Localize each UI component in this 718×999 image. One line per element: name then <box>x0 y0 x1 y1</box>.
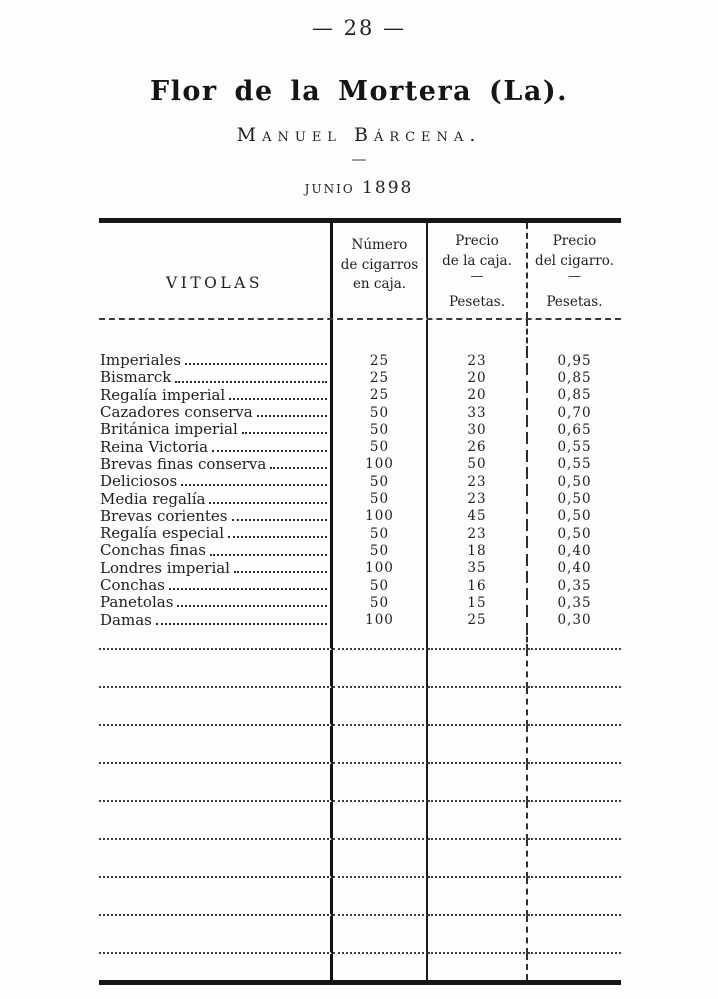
dot-leader <box>175 381 327 383</box>
table-bottom-rule <box>99 980 621 985</box>
box-price-value: 23 <box>428 473 528 490</box>
dot-leader <box>228 536 327 538</box>
header-line: Precio <box>455 233 499 249</box>
dot-leader <box>270 467 327 469</box>
dot-leader <box>156 623 327 625</box>
empty-leader-cell <box>428 726 528 764</box>
dot-leader <box>242 432 327 434</box>
price-table <box>99 218 621 985</box>
empty-leader-cell <box>528 840 621 878</box>
empty-leader-cell <box>428 878 528 916</box>
page-title: Flor de la Mortera (La). <box>150 76 568 107</box>
box-price-value: 35 <box>428 560 528 577</box>
header-cigar-price <box>528 223 621 318</box>
vitola-cell <box>99 352 333 369</box>
empty-leader-cell <box>428 916 528 954</box>
vitola-cell <box>99 473 333 490</box>
header-cigars-per-box <box>333 223 428 318</box>
header-line: de cigarros <box>340 256 419 273</box>
vitola-name: Panetolas <box>100 593 174 612</box>
cigar-price-value: 0,70 <box>557 404 592 421</box>
cigars-per-box-value: 100 <box>333 508 428 525</box>
cigar-price-value: 0,55 <box>557 456 592 473</box>
empty-leader-cell <box>99 802 333 840</box>
table-spacer-row <box>99 320 621 352</box>
table-empty-row <box>99 764 621 802</box>
empty-leader-cell <box>428 629 528 650</box>
dot-leader <box>232 519 328 521</box>
empty-leader-cell <box>99 840 333 878</box>
empty-leader-cell <box>428 840 528 878</box>
table-row <box>99 404 621 421</box>
box-price-value: 18 <box>428 542 528 559</box>
header-unit: Pesetas. <box>546 294 603 311</box>
table-row <box>99 369 621 386</box>
empty-leader-cell <box>528 726 621 764</box>
box-price-value: 20 <box>428 387 528 404</box>
vitola-cell <box>99 404 333 421</box>
table-row <box>99 508 621 525</box>
empty-leader-cell <box>333 878 428 916</box>
cigars-per-box-value: 100 <box>333 560 428 577</box>
cigars-per-box-value: 50 <box>333 438 428 455</box>
header-line-group <box>528 232 621 283</box>
vitola-name: Regalía especial <box>100 524 225 543</box>
box-price-value: 33 <box>428 404 528 421</box>
table-empty-row <box>99 650 621 688</box>
empty-leader-cell <box>333 650 428 688</box>
cigar-price-value: 0,30 <box>557 612 592 629</box>
dot-leader <box>257 415 327 417</box>
dot-leader <box>177 605 327 607</box>
empty-leader-cell <box>528 650 621 688</box>
dot-leader <box>185 363 327 365</box>
empty-leader-cell <box>428 764 528 802</box>
table-row <box>99 490 621 507</box>
table-empty-row <box>99 726 621 764</box>
empty-leader-cell <box>333 840 428 878</box>
empty-leader-cell <box>528 629 621 650</box>
table-header-row <box>99 223 621 318</box>
cigars-per-box-value: 50 <box>333 421 428 438</box>
vitola-cell <box>99 369 333 386</box>
table-row <box>99 387 621 404</box>
cigar-price-value: 0,40 <box>557 560 592 577</box>
table-row <box>99 456 621 473</box>
empty-leader-cell <box>428 688 528 726</box>
box-price-value: 23 <box>428 525 528 542</box>
empty-leader-cell <box>428 650 528 688</box>
vitola-name: Brevas corientes <box>100 506 228 525</box>
cigars-per-box-value: 50 <box>333 473 428 490</box>
vitola-name: Londres imperial <box>100 558 230 577</box>
table-row <box>99 421 621 438</box>
vitola-cell <box>99 594 333 611</box>
empty-leader-cell <box>333 802 428 840</box>
cigar-price-value: 0,55 <box>557 439 592 456</box>
table-empty-row <box>99 802 621 840</box>
vitola-name: Cazadores conserva <box>100 403 253 422</box>
cigars-per-box-value: 25 <box>333 387 428 404</box>
dot-leader <box>169 588 327 590</box>
box-price-value: 23 <box>428 490 528 507</box>
vitola-name: Bismarck <box>100 368 172 387</box>
box-price-value: 25 <box>428 611 528 628</box>
empty-leader-cell <box>99 764 333 802</box>
cigar-price-value: 0,50 <box>557 525 592 542</box>
dot-leader <box>209 502 327 504</box>
divider-dash: — <box>351 150 367 168</box>
header-vitolas: VITOLAS <box>99 223 333 318</box>
dot-leader <box>181 484 327 486</box>
vitola-cell <box>99 456 333 473</box>
cigar-price-value: 0,35 <box>557 594 592 611</box>
vitola-cell <box>99 542 333 559</box>
table-empty-row <box>99 916 621 954</box>
cigars-per-box-value: 100 <box>333 611 428 628</box>
vitola-cell <box>99 508 333 525</box>
author-name: Manuel Bárcena. <box>236 124 482 146</box>
cigar-price-value: 0,85 <box>557 369 592 386</box>
dot-leader <box>210 554 327 556</box>
header-line: del cigarro. <box>535 252 614 269</box>
vitola-name: Regalía imperial <box>100 385 226 404</box>
date-line: junio 1898 <box>304 178 414 198</box>
cigar-price-value: 0,95 <box>557 352 592 369</box>
dot-leader <box>212 450 327 452</box>
empty-leader-cell <box>99 878 333 916</box>
empty-leader-cell <box>99 650 333 688</box>
table-empty-row <box>99 878 621 916</box>
vitola-cell <box>99 438 333 455</box>
empty-leader-cell <box>528 802 621 840</box>
table-empty-row <box>99 688 621 726</box>
page-number: — 28 — <box>311 16 407 40</box>
cigar-price-value: 0,50 <box>557 491 592 508</box>
vitola-name: Damas <box>100 610 152 629</box>
table-row <box>99 525 621 542</box>
vitola-cell <box>99 490 333 507</box>
vitola-name: Imperiales <box>100 351 181 370</box>
table-row <box>99 473 621 490</box>
vitola-name: Británica imperial <box>100 420 238 439</box>
vitola-name: Deliciosos <box>100 472 178 491</box>
table-row <box>99 542 621 559</box>
dot-leader <box>234 571 327 573</box>
header-box-price <box>428 223 528 318</box>
vitola-cell <box>99 387 333 404</box>
empty-leader-cell <box>333 688 428 726</box>
table-body-rows <box>99 352 621 629</box>
empty-leader-cell <box>428 802 528 840</box>
empty-leader-cell <box>99 688 333 726</box>
empty-leader-cell <box>528 688 621 726</box>
box-price-value: 45 <box>428 508 528 525</box>
vitola-name: Brevas finas conserva <box>100 454 267 473</box>
cigars-per-box-value: 100 <box>333 456 428 473</box>
header-line: Número <box>351 237 408 253</box>
cigars-per-box-value: 50 <box>333 577 428 594</box>
empty-leader-cell <box>528 764 621 802</box>
empty-leader-cell <box>333 916 428 954</box>
vitola-name: Conchas finas <box>100 541 206 560</box>
table-empty-row <box>99 840 621 878</box>
header-dash: — <box>568 269 581 285</box>
box-price-value: 30 <box>428 421 528 438</box>
vitola-name: Reina Victoria <box>100 437 209 456</box>
vitola-cell <box>99 560 333 577</box>
cigars-per-box-value: 25 <box>333 352 428 369</box>
table-row <box>99 577 621 594</box>
header-dash: — <box>470 269 484 285</box>
table-footer-spacer <box>99 954 621 980</box>
box-price-value: 50 <box>428 456 528 473</box>
table-row <box>99 594 621 611</box>
empty-leader-cell <box>333 726 428 764</box>
cigar-price-value: 0,50 <box>557 473 592 490</box>
table-row <box>99 352 621 369</box>
table-row <box>99 611 621 628</box>
vitola-name: Conchas <box>100 576 165 594</box>
cigars-per-box-value: 50 <box>333 525 428 542</box>
table-empty-rows <box>99 629 621 954</box>
vitola-name: Media regalía <box>100 489 206 508</box>
box-price-value: 26 <box>428 438 528 455</box>
empty-leader-cell <box>333 629 428 650</box>
vitola-cell <box>99 611 333 628</box>
header-line: en caja. <box>352 276 407 293</box>
empty-leader-cell <box>99 916 333 954</box>
vitola-cell <box>99 577 333 594</box>
empty-leader-cell <box>333 764 428 802</box>
box-price-value: 16 <box>428 577 528 594</box>
vitola-cell <box>99 525 333 542</box>
cigars-per-box-value: 50 <box>333 490 428 507</box>
empty-leader-cell <box>528 916 621 954</box>
empty-leader-cell <box>528 878 621 916</box>
cigar-price-value: 0,65 <box>557 421 592 438</box>
table-row <box>99 560 621 577</box>
header-line-group <box>428 232 526 283</box>
box-price-value: 20 <box>428 369 528 386</box>
cigars-per-box-value: 50 <box>333 404 428 421</box>
table-empty-row <box>99 629 621 650</box>
cigar-price-value: 0,50 <box>557 508 592 525</box>
vitola-cell <box>99 421 333 438</box>
cigar-price-value: 0,35 <box>557 577 592 594</box>
header-line: Precio <box>552 233 597 249</box>
empty-leader-cell <box>99 629 333 650</box>
box-price-value: 23 <box>428 352 528 369</box>
cigar-price-value: 0,40 <box>557 542 592 559</box>
dot-leader <box>229 398 327 400</box>
cigars-per-box-value: 50 <box>333 542 428 559</box>
cigars-per-box-value: 50 <box>333 594 428 611</box>
empty-leader-cell <box>99 726 333 764</box>
box-price-value: 15 <box>428 594 528 611</box>
cigar-price-value: 0,85 <box>557 387 592 404</box>
header-line: de la caja. <box>442 252 512 269</box>
cigars-per-box-value: 25 <box>333 369 428 386</box>
table-row <box>99 438 621 455</box>
header-unit: Pesetas. <box>448 294 506 311</box>
